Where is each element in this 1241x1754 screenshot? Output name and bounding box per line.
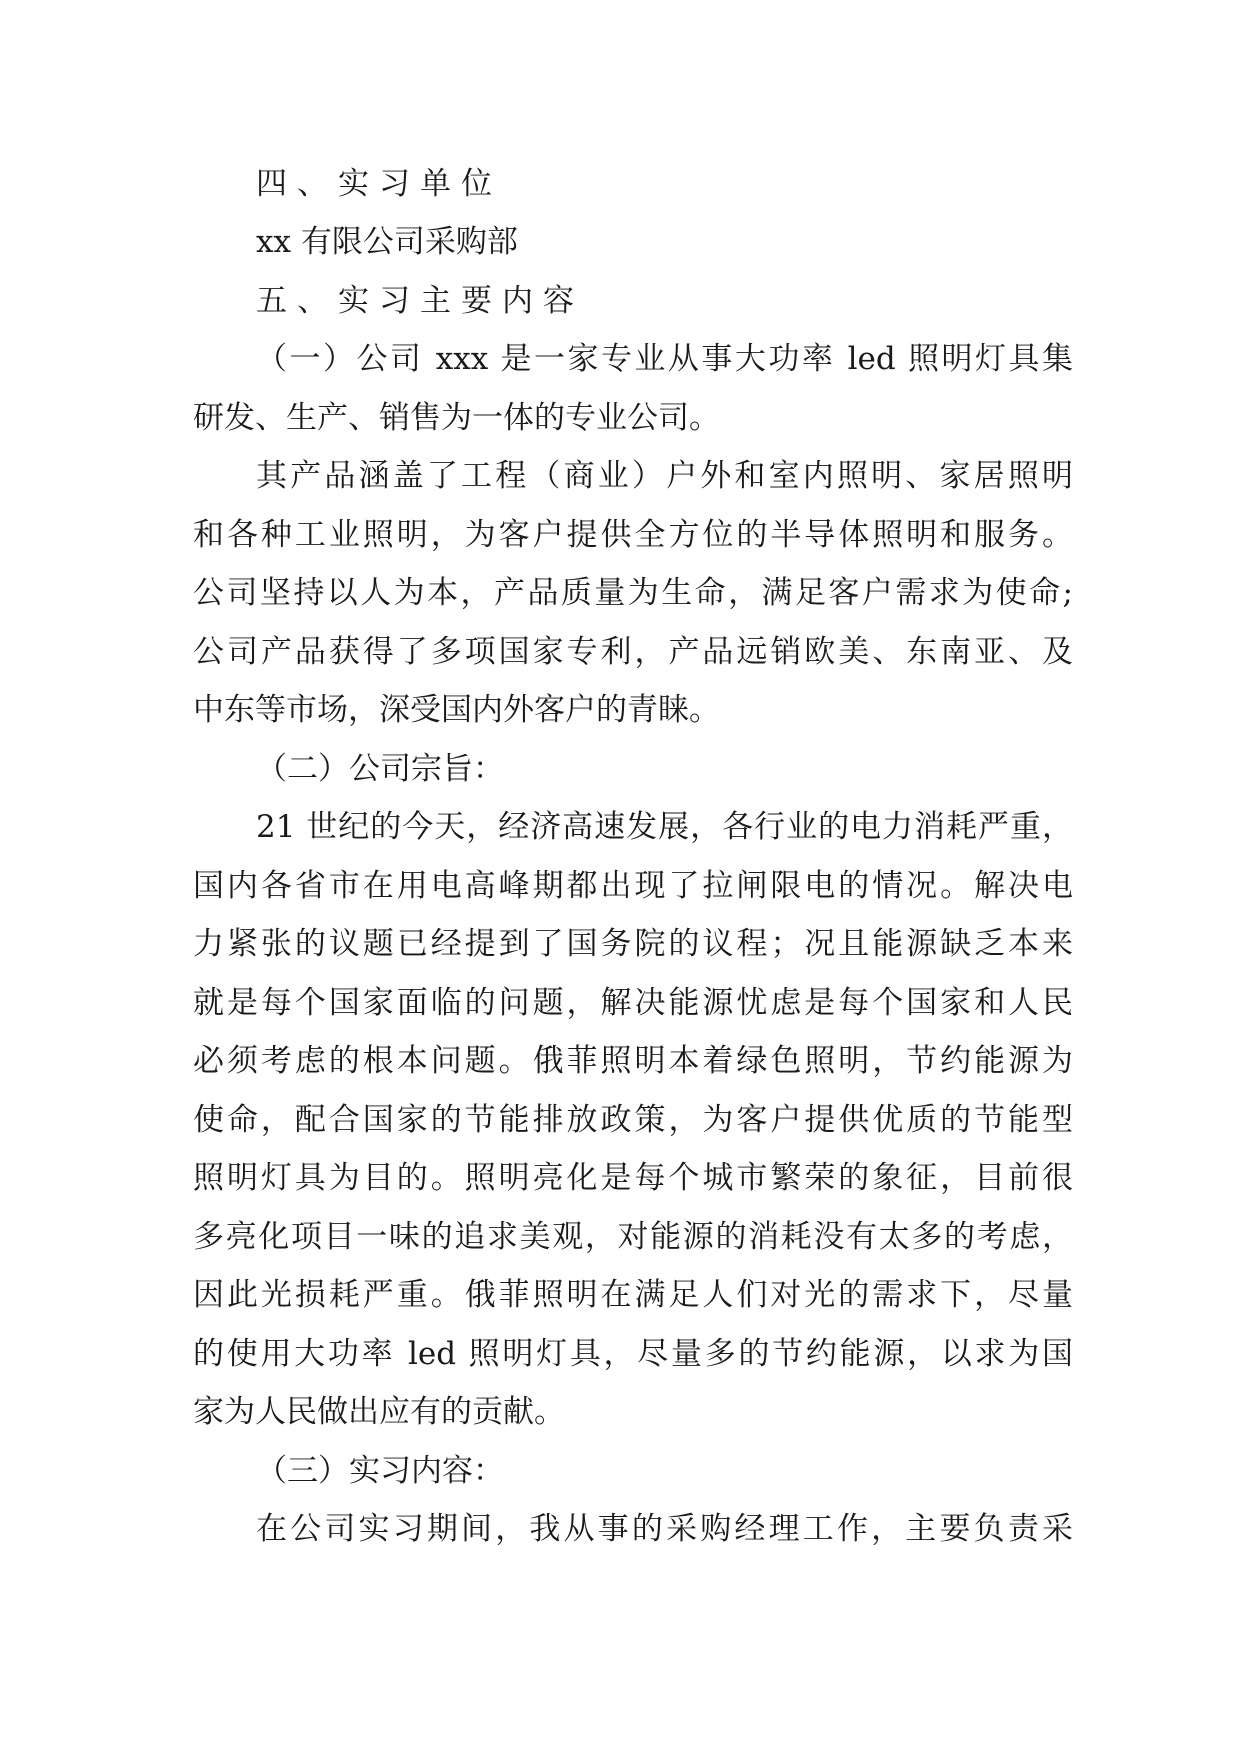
paragraph-line: 因此光损耗严重。俄菲照明在满足人们对光的需求下，尽量 — [193, 1277, 1073, 1313]
paragraph-line: 中东等市场，深受国内外客户的青睐。 — [193, 692, 720, 728]
subheading-company-purpose: （二）公司宗旨： — [256, 751, 504, 787]
paragraph-line: 公司坚持以人为本，产品质量为生命，满足客户需求为使命; — [193, 575, 1073, 611]
section-heading-main-content: 五、实习主要内容 — [256, 283, 584, 319]
paragraph-line: 力紧张的议题已经提到了国务院的议程；况且能源缺乏本来 — [193, 926, 1073, 962]
paragraph-line: 家为人民做出应有的贡献。 — [193, 1394, 565, 1430]
paragraph-line: 公司产品获得了多项国家专利，产品远销欧美、东南亚、及 — [193, 634, 1073, 670]
paragraph-line: 国内各省市在用电高峰期都出现了拉闸限电的情况。解决电 — [193, 868, 1073, 904]
paragraph-line: 多亮化项目一味的追求美观，对能源的消耗没有太多的考虑， — [193, 1219, 1073, 1255]
paragraph-line: 就是每个国家面临的问题，解决能源忧虑是每个国家和人民 — [193, 985, 1073, 1021]
paragraph-line: （一）公司 xxx 是一家专业从事大功率 led 照明灯具集 — [256, 341, 1073, 377]
subheading-internship-content: （三）实习内容： — [256, 1453, 504, 1489]
paragraph-line: 使命，配合国家的节能排放政策，为客户提供优质的节能型 — [193, 1102, 1073, 1138]
paragraph-line: 在公司实习期间，我从事的采购经理工作，主要负责采 — [256, 1511, 1073, 1547]
paragraph-line: 的使用大功率 led 照明灯具，尽量多的节约能源，以求为国 — [193, 1336, 1073, 1372]
paragraph-line: 必须考虑的根本问题。俄菲照明本着绿色照明，节约能源为 — [193, 1043, 1073, 1079]
paragraph-line: 其产品涵盖了工程（商业）户外和室内照明、家居照明 — [256, 458, 1073, 494]
paragraph-line: 21 世纪的今天，经济高速发展，各行业的电力消耗严重， — [256, 809, 1073, 845]
section-heading-internship-unit: 四、实习单位 — [256, 166, 502, 202]
company-name: xx 有限公司采购部 — [256, 224, 518, 260]
paragraph-line: 研发、生产、销售为一体的专业公司。 — [193, 400, 720, 436]
paragraph-line: 照明灯具为目的。照明亮化是每个城市繁荣的象征，目前很 — [193, 1160, 1073, 1196]
paragraph-line: 和各种工业照明，为客户提供全方位的半导体照明和服务。 — [193, 517, 1073, 553]
